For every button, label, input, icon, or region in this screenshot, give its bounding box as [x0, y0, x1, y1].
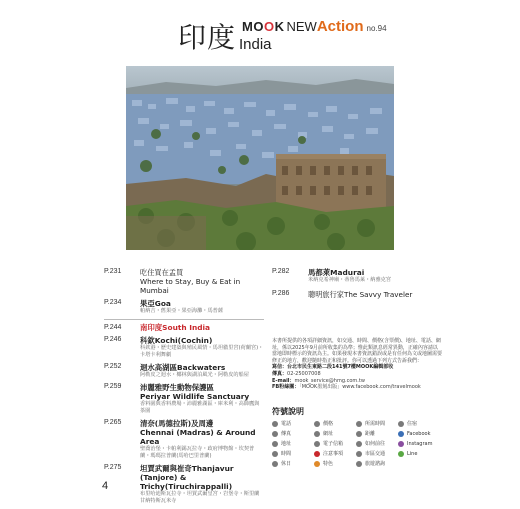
reader-info	[272, 338, 442, 391]
toc-page: P.234	[104, 299, 122, 306]
duration-icon	[356, 421, 362, 427]
title-english: India	[239, 36, 272, 53]
region-title: 南印度South India	[140, 323, 211, 332]
book-header	[178, 14, 418, 54]
contents-right-column	[272, 268, 432, 303]
legend-item: 市區交通	[356, 450, 398, 457]
legend-item: Facebook	[398, 430, 440, 437]
info-icon	[356, 461, 362, 467]
legend-item: 電話	[272, 420, 314, 427]
toc-page: P.244	[104, 324, 122, 331]
toc-page: P.282	[272, 268, 290, 275]
distance-icon	[356, 431, 362, 437]
hotel-icon	[398, 421, 404, 427]
fax-icon	[272, 431, 278, 437]
legend-item: 時間	[272, 450, 314, 457]
price-icon	[314, 421, 320, 427]
toc-page: P.275	[104, 464, 122, 471]
toc-page: P.259	[104, 383, 122, 390]
legend-item: Instagram	[398, 440, 440, 447]
toc-entry[interactable]	[104, 419, 264, 460]
toc-page: P.231	[104, 268, 122, 275]
address-icon	[272, 441, 278, 447]
clock-icon	[272, 451, 278, 457]
toc-title: 沛麗雅野生動物保護區	[140, 383, 214, 392]
legend-item: 特色	[314, 460, 356, 467]
toc-subtitle: 聖喬治堡・卡帕利錫瓦拉寺・政府博物館・坎契普蘭・瑪瑪拉普蘭(馬哈巴里普蘭)	[140, 446, 255, 459]
legend-item: 價格	[314, 420, 356, 427]
mook-logo: MOOK	[242, 19, 285, 34]
directions-icon	[356, 441, 362, 447]
toc-entry[interactable]	[104, 363, 264, 379]
facebook-icon	[398, 431, 404, 437]
page-number: 4	[102, 480, 109, 492]
warning-icon	[314, 451, 320, 457]
toc-title-en: (Tanjore) & Trichy(Tiruchirappalli)	[140, 473, 233, 491]
facebook-link[interactable]: 「MOOK墨刻出版」www.facebook.com/travelmook	[299, 384, 421, 391]
legend-item: 網址	[314, 430, 356, 437]
toc-entry[interactable]	[104, 299, 264, 315]
legend-item: 旅遊諮詢	[356, 460, 398, 467]
toc-entry[interactable]	[272, 290, 432, 299]
line-icon	[398, 451, 404, 457]
region-entry[interactable]	[104, 324, 264, 332]
toc-page: P.246	[104, 336, 122, 343]
legend-item: 如何前往	[356, 440, 398, 447]
toc-title: 坦賈武爾與崔奇Thanjavur	[140, 464, 234, 473]
toc-subtitle: 香料園與香料農場・沛麗雅湖區・庫米利・高帥鷹與茶園	[140, 401, 260, 414]
toc-title: 馬都萊Madurai	[308, 268, 365, 277]
feature-icon	[314, 461, 320, 467]
divider	[104, 319, 264, 320]
toc-title-en: Periyar Wildlife Sanctuary	[140, 392, 250, 401]
toc-title: 果亞Goa	[140, 299, 171, 308]
toc-entry[interactable]	[104, 268, 264, 295]
info-mail: 寫信：台北市民生東路二段141號7樓MOOK編輯部收	[272, 364, 394, 371]
closed-day-icon	[272, 461, 278, 467]
info-email: E-mail：mook_service@hmg.com.tw	[272, 377, 365, 384]
toc-title-en: Chennai (Madras) & Around Area	[140, 428, 256, 446]
toc-subtitle: 米納克希神廟・蒂魯馬萊・納雅克宮	[308, 277, 392, 283]
legend-grid	[272, 420, 442, 467]
toc-title: 科欽Kochi(Cochin)	[140, 336, 213, 345]
title-chinese: 印度	[178, 21, 237, 54]
instagram-icon	[398, 441, 404, 447]
toc-page: P.286	[272, 290, 290, 297]
toc-title: 聰明旅行家The Savvy Traveler	[308, 290, 413, 299]
legend-item: 所需時間	[356, 420, 398, 427]
legend-title: 符號說明	[272, 407, 304, 416]
symbol-legend	[272, 406, 442, 467]
city-photo	[126, 66, 394, 250]
toc-title-en: Where to Stay, Buy & Eat in Mumbai	[140, 277, 241, 295]
toc-page: P.265	[104, 419, 122, 426]
phone-icon	[272, 421, 278, 427]
toc-subtitle: 科欽港・歷史建築與殖民風情・馬坦徹里宮(荷蘭宮)・卡塔卡利舞劇	[140, 345, 264, 358]
brand-logo	[242, 18, 387, 35]
email-link[interactable]: mook_service@hmg.com.tw	[294, 377, 365, 384]
toc-title: 清奈(馬德拉斯)及周邊	[140, 419, 214, 428]
toc-page: P.252	[104, 363, 122, 370]
toc-entry[interactable]	[272, 268, 432, 284]
legend-item: 地址	[272, 440, 314, 447]
info-facebook: FB粉絲團：「MOOK墨刻出版」www.facebook.com/travelmook	[272, 384, 421, 391]
toc-title: 迴水高湖區Backwaters	[140, 363, 226, 372]
toc-entry[interactable]	[104, 383, 264, 415]
contents-left-column	[104, 268, 264, 509]
toc-subtitle: 帕納吉・舊果亞・果亞海灘・馬普薩	[140, 308, 224, 314]
toc-subtitle: 布里哈迪斯瓦拉寺・坦賈武爾皇宮・岩堡寺・斯里蘭甘納特斯瓦米寺	[140, 491, 260, 504]
transit-icon	[356, 451, 362, 457]
website-icon	[314, 431, 320, 437]
legend-item: 休日	[272, 460, 314, 467]
brand-new: NEW	[286, 19, 317, 34]
legend-item: 距離	[356, 430, 398, 437]
brand-action: Action	[316, 18, 364, 35]
legend-item: 注意事項	[314, 450, 356, 457]
issue-number: no.94	[366, 24, 387, 33]
toc-subtitle: 阿勒皮之迴水・椰林與湖泊風光・阿勒皮的船屋	[140, 372, 249, 378]
toc-title: 吃住買在孟買	[140, 268, 184, 277]
info-fax: 傳真：02-25007008	[272, 370, 321, 377]
legend-item: 傳真	[272, 430, 314, 437]
toc-entry[interactable]	[104, 336, 264, 359]
toc-entry[interactable]	[104, 464, 264, 505]
legend-item: 電子信箱	[314, 440, 356, 447]
legend-item: Line	[398, 450, 440, 457]
email-icon	[314, 441, 320, 447]
legend-item: 住宿	[398, 420, 440, 427]
info-paragraph: 本書所提供的各項詳細資訊，如交通、時間、價格(含票價)、地址、電話、網址，係以2025年9月前所收集的為準；惟此類訊息經常異動，正確內容請以當地即時標示的資訊為主。如果發現本書資訊錯誤或是有任何為文或地圖需要修正的地方，歡迎隨時指正和批評。你可以透過下列方式告訴我們：	[272, 338, 443, 364]
